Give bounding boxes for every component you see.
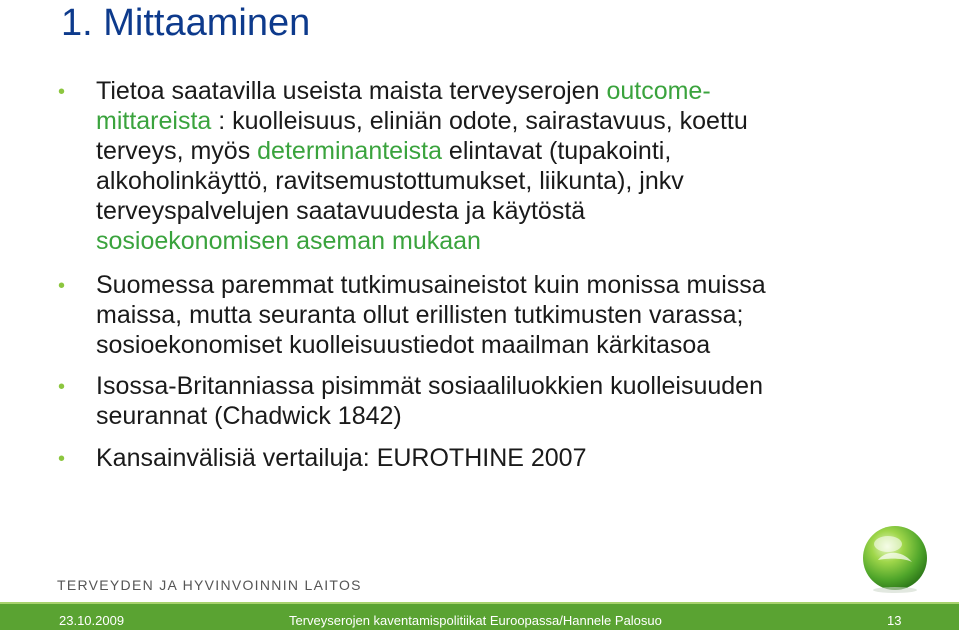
bullet-text: : kuolleisuus, eliniän odote, sairastavuus, koettu — [211, 107, 748, 135]
bullet-text-line — [96, 76, 896, 106]
organization-logo-text: TERVEYDEN JA HYVINVOINNIN LAITOS — [57, 577, 362, 593]
bullet-text-line — [96, 166, 896, 196]
bullet-text: Tietoa saatavilla useista maista terveyserojen — [96, 77, 607, 105]
bullet-text-line — [96, 300, 896, 330]
bullet-text-line — [96, 136, 896, 166]
bullet-text: Isossa-Britanniassa pisimmät sosiaaliluokkien kuolleisuuden — [96, 372, 763, 400]
footer-page-number: 13 — [887, 613, 902, 628]
bullet-text-line — [96, 330, 896, 360]
bullet-item — [58, 76, 896, 256]
globe-logo-icon — [858, 520, 932, 594]
bullet-text: terveys, myös — [96, 137, 258, 165]
bullet-item — [58, 270, 896, 360]
bullet-text: seurannat (Chadwick 1842) — [96, 402, 402, 430]
bullet-item — [58, 371, 896, 431]
bullet-text: Kansainvälisiä vertailuja: EUROTHINE 2007 — [96, 444, 587, 472]
footer-date: 23.10.2009 — [59, 613, 125, 628]
bullet-text-line — [96, 443, 896, 473]
bullet-text: terveyspalvelujen saatavuudesta ja käytöstä — [96, 197, 586, 225]
highlighted-term: outcome- — [606, 77, 711, 105]
bullet-text: elintavat (tupakointi, — [441, 137, 672, 165]
bullet-marker: • — [58, 275, 66, 297]
bullet-text: alkoholinkäyttö, ravitsemustottumukset, liikunta), jnkv — [96, 167, 684, 195]
bullet-marker: • — [58, 81, 66, 103]
highlighted-term: sosioekonomisen aseman mukaan — [96, 227, 481, 255]
highlighted-term: determinanteista — [257, 137, 442, 165]
bullet-marker: • — [58, 448, 66, 470]
footer-presentation-title: Terveyserojen kaventamispolitiikat Euroopassa/Hannele Palosuo — [289, 613, 662, 628]
bullet-text-line — [96, 226, 896, 256]
bullet-marker: • — [58, 376, 66, 398]
bullet-text-line — [96, 270, 896, 300]
bullet-text-line — [96, 371, 896, 401]
bullet-text-line — [96, 106, 896, 136]
footer-bar — [0, 604, 959, 630]
bullet-text: maissa, mutta seuranta ollut erillisten tutkimusten varassa; — [96, 301, 744, 329]
bullet-text-line — [96, 196, 896, 226]
slide-title: 1. Mittaaminen — [61, 2, 311, 44]
bullet-text: sosioekonomiset kuolleisuustiedot maailman kärkitasoa — [96, 331, 711, 359]
bullet-text: Suomessa paremmat tutkimusaineistot kuin monissa muissa — [96, 271, 766, 299]
bullet-text-line — [96, 401, 896, 431]
highlighted-term: mittareista — [96, 107, 212, 135]
bullet-item — [58, 443, 896, 473]
